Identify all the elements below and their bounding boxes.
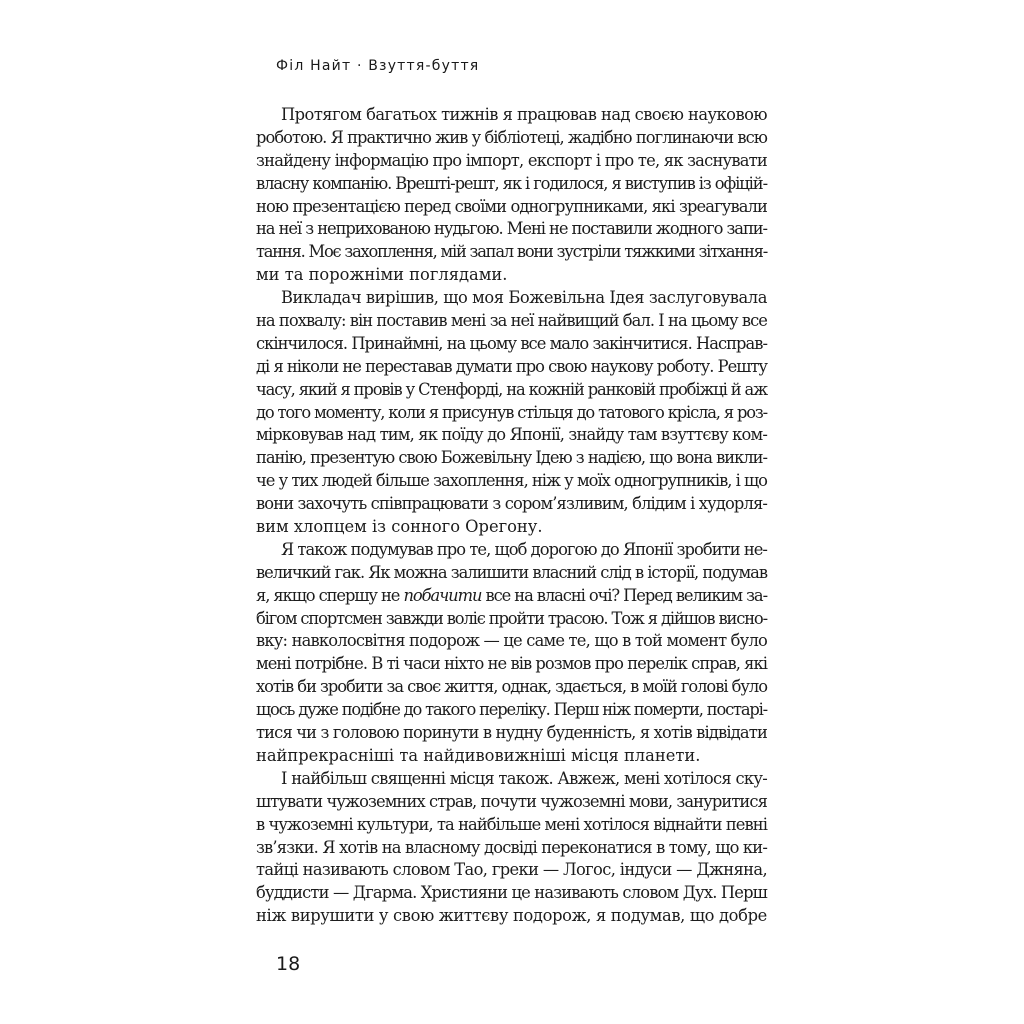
text-line: Викладач вирішив, що моя Божевільна Ідея заслуговувала (281, 288, 767, 308)
text-line: на похвалу: він поставив мені за неї найвищий бал. І на цьому все (256, 311, 767, 331)
text-line: в чужоземні культури, та найбільше мені хотілося віднайти певні (256, 814, 767, 834)
text-line: вим хлопцем із сонного Орегону. (256, 517, 543, 537)
text-line: роботою. Я практично жив у бібліотеці, жадібно поглинаючи всю (256, 127, 767, 147)
text-line: власну компанію. Врешті-решт, як і годилося, я виступив із офіцій- (256, 173, 767, 193)
text-line: ною презентацією перед своїми одногрупниками, які зреагували (256, 196, 767, 216)
text-line: щось дуже подібне до такого переліку. Перш ніж померти, постарі- (256, 700, 767, 720)
text-line: часу, який я провів у Стенфорді, на кожній ранковій пробіжці й аж (256, 379, 767, 399)
running-head: Філ Найт · Взуття-буття (276, 58, 480, 74)
text-line: вони захочуть співпрацювати з сором’язливим, блідим і худорля- (256, 494, 767, 514)
text-line: ми та порожніми поглядами. (256, 265, 508, 285)
text-line: до того моменту, коли я присунув стільця до татового крісла, я роз- (256, 402, 767, 422)
text-line: Протягом багатьох тижнів я працював над своєю науковою (281, 105, 767, 124)
text-line: тання. Моє захоплення, мій запал вони зустріли тяжкими зітхання- (256, 242, 767, 262)
text-line: скінчилося. Принаймні, на цьому все мало закінчитися. Насправ- (256, 333, 767, 353)
text-line: тися чи з головою поринути в нудну буденність, я хотів відвідати (256, 723, 767, 743)
text-line: хотів би зробити за своє життя, однак, здається, в моїй голові було (256, 677, 767, 697)
text-line: на неї з неприхованою нудьгою. Мені не поставили жодного запи- (256, 219, 768, 239)
text-line: штувати чужоземних страв, почути чужоземні мови, зануритися (256, 791, 767, 811)
text-line: че у тих людей більше захоплення, ніж у моїх одногрупників, і що (256, 471, 767, 491)
text-line: бігом спортсмен завжди воліє пройти трасою. Тож я дійшов висно- (256, 608, 767, 628)
text-line: величкий гак. Як можна залишити власний слід в історії, подумав (256, 562, 767, 582)
text-line: ніж вирушити у свою життєву подорож, я подумав, що добре (256, 906, 767, 926)
text-line: буддисти — Дгарма. Християни це називають словом Дух. Перш (256, 883, 767, 903)
page-number: 18 (276, 953, 301, 975)
text-line: ді я ніколи не переставав думати про свою наукову роботу. Решту (256, 356, 767, 376)
text-line: мені потрібне. В ті часи ніхто не вів розмов про перелік справ, які (256, 654, 767, 674)
text-line: Я також подумував про те, щоб дорогою до Японії зробити не- (281, 539, 767, 559)
text-line: вку: навколосвітня подорож — це саме те, що в той момент було (256, 631, 767, 651)
text-line: тайці називають словом Тао, греки — Логос, індуси — Джняна, (256, 860, 767, 880)
text-line: я, якщо спершу не побачити все на власні очі? Перед великим за- (256, 585, 767, 605)
text-line: І найбільш священні місця також. Авжеж, мені хотілося ску- (281, 768, 767, 788)
text-line: знайдену інформацію про імпорт, експорт і про те, як заснувати (256, 150, 767, 170)
body-text (256, 104, 767, 928)
text-line: мірковував над тим, як поїду до Японії, знайду там взуттєву ком- (256, 425, 767, 445)
text-line: панію, презентую свою Божевільну Ідею з надією, що вона викли- (256, 448, 767, 468)
text-line: найпрекрасніші та найдивовижніші місця планети. (256, 745, 701, 765)
emphasis: побачити (403, 585, 482, 605)
text-line: зв’язки. Я хотів на власному досвіді переконатися в тому, що ки- (256, 837, 767, 857)
